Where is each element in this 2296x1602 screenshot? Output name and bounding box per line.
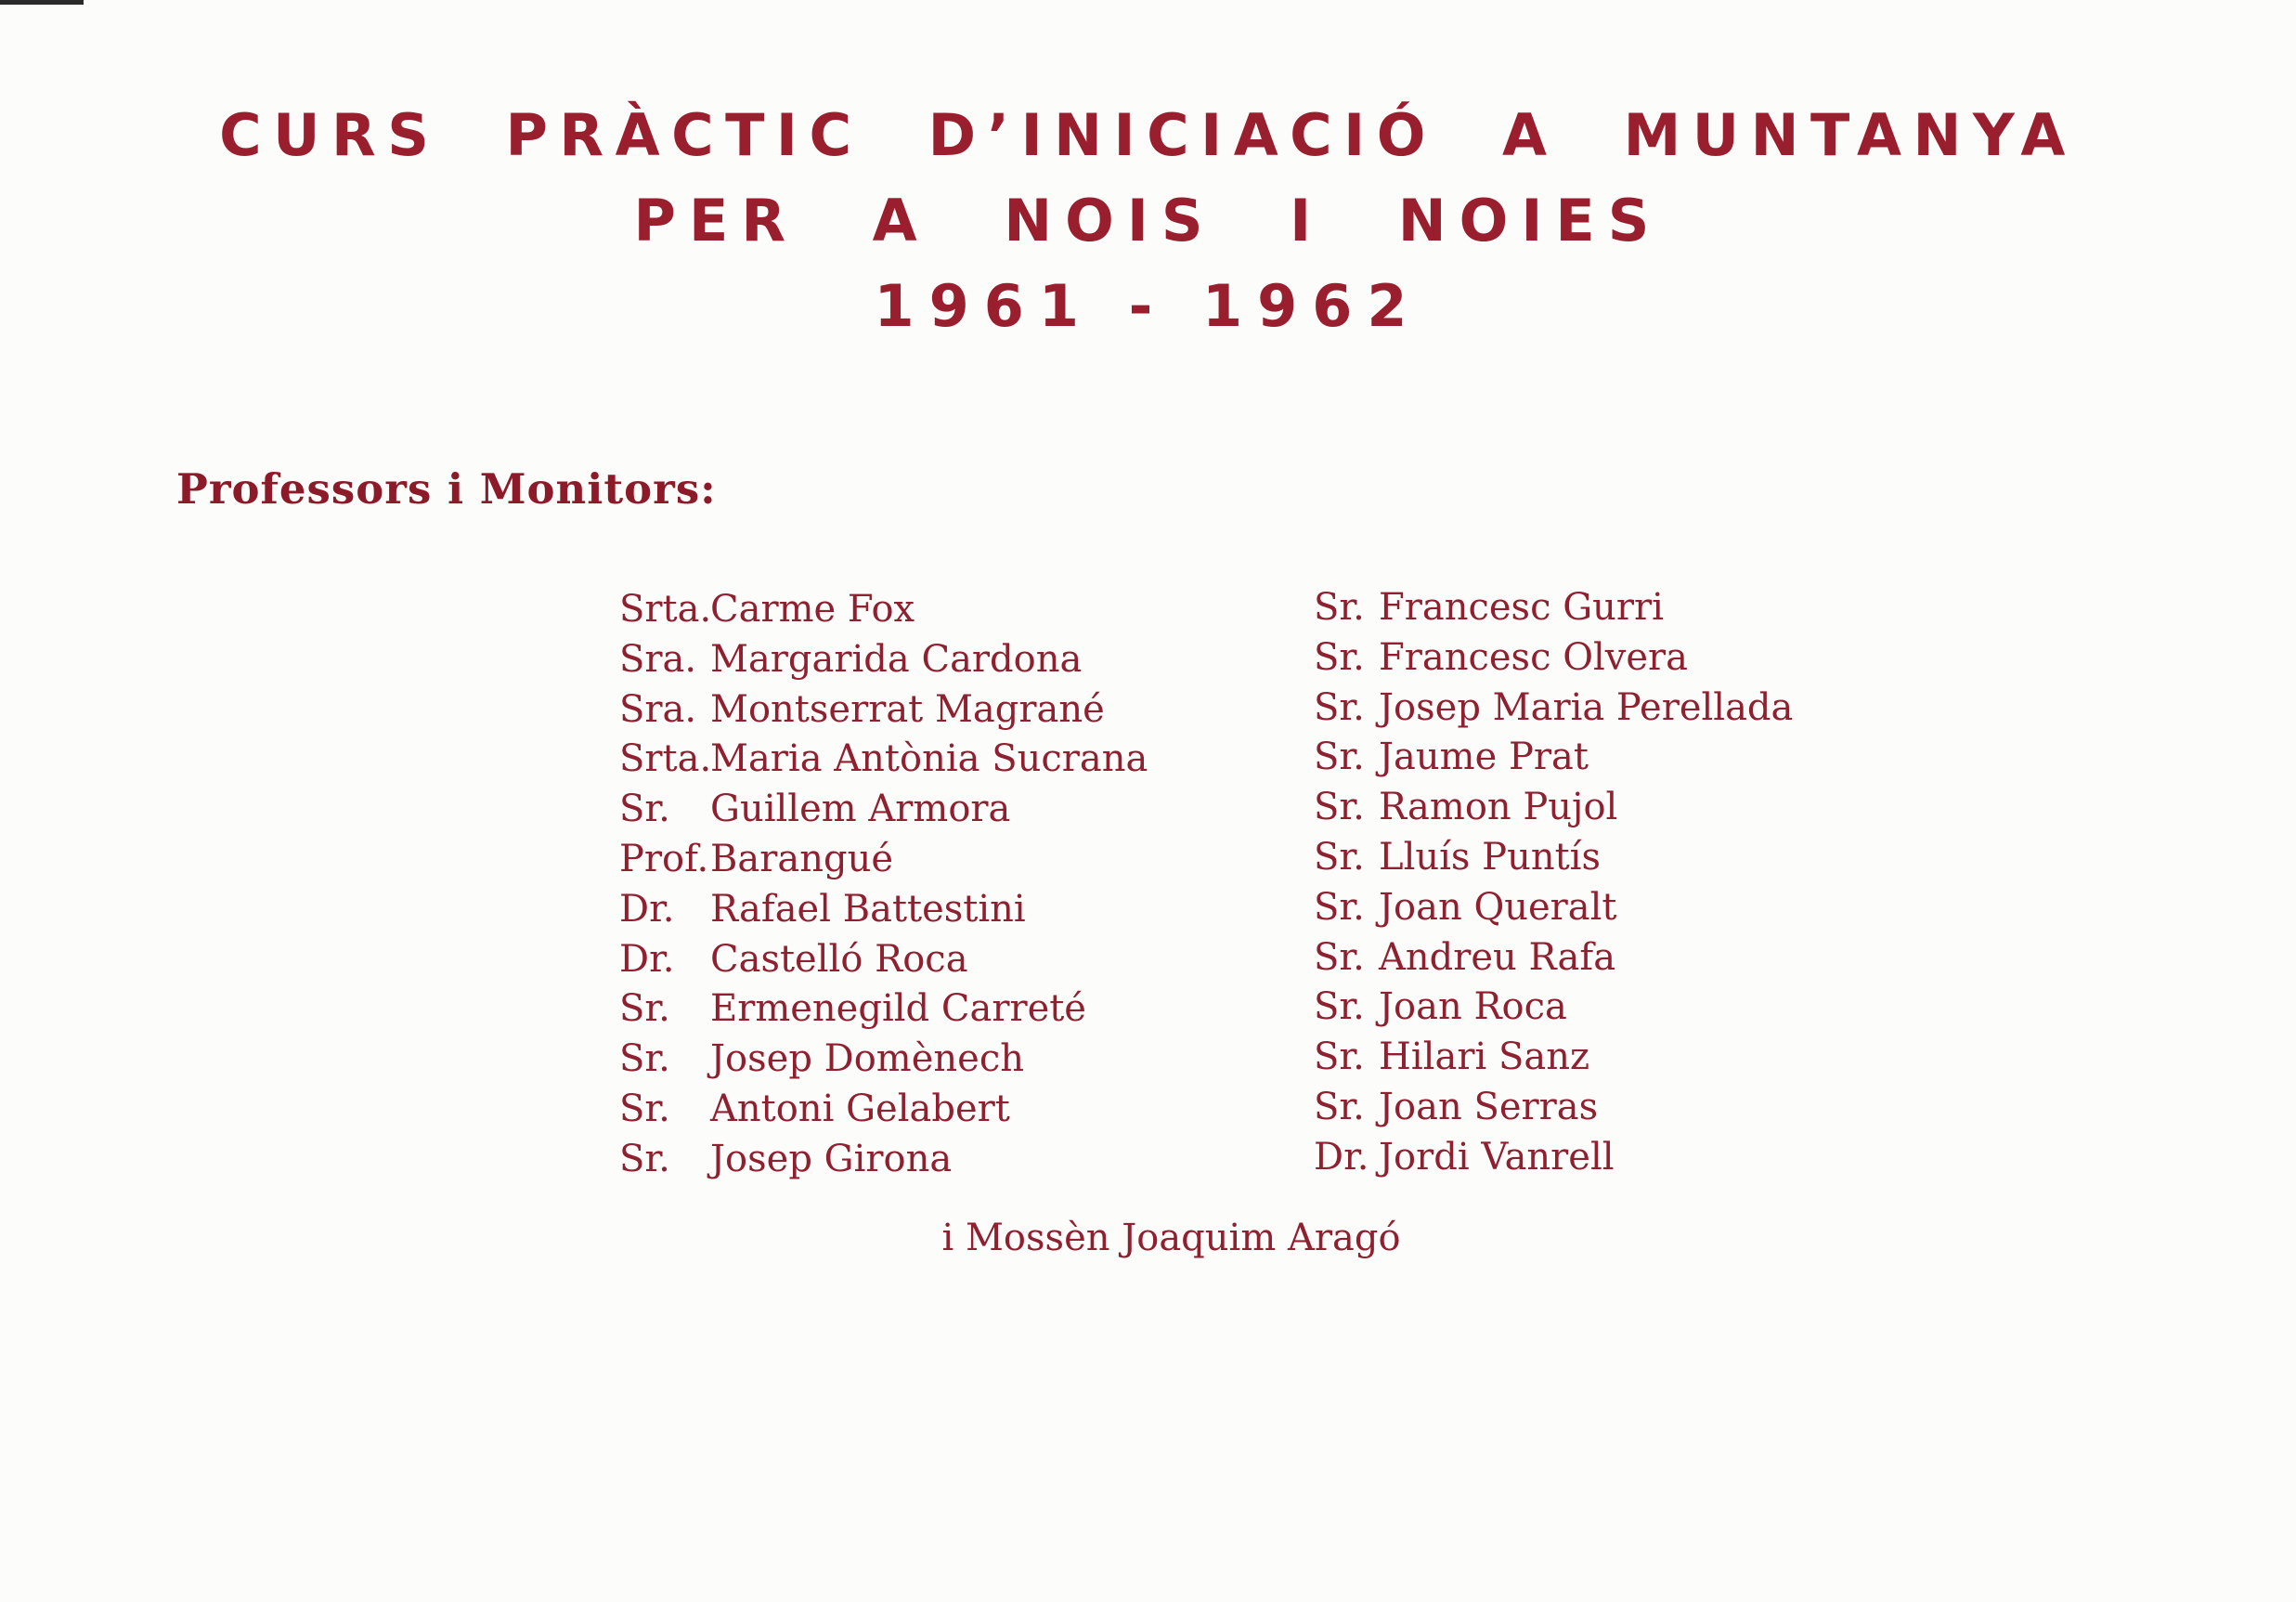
person-name: Rafael Battestini bbox=[710, 887, 1026, 931]
person-name: Guillem Armora bbox=[710, 788, 1011, 831]
list-item bbox=[619, 785, 1148, 835]
list-item bbox=[1314, 933, 1793, 983]
person-name: Francesc Gurri bbox=[1379, 586, 1664, 629]
honorific: Sr. bbox=[619, 1137, 670, 1180]
list-item bbox=[1314, 983, 1793, 1033]
person-name: Lluís Puntís bbox=[1379, 835, 1601, 879]
person-name: Joan Queralt bbox=[1379, 885, 1617, 929]
person-name: Antoni Gelabert bbox=[710, 1087, 1010, 1130]
honorific: Sr. bbox=[1314, 885, 1365, 929]
person-name: Margarida Cardona bbox=[710, 637, 1083, 681]
person-name: Hilari Sanz bbox=[1379, 1035, 1590, 1079]
honorific: Sr. bbox=[1314, 835, 1365, 879]
list-item bbox=[619, 735, 1148, 785]
honorific: Sra. bbox=[619, 637, 697, 681]
list-item bbox=[619, 1035, 1148, 1085]
list-item bbox=[619, 685, 1148, 736]
list-item bbox=[1314, 783, 1793, 833]
person-name: Josep Girona bbox=[710, 1137, 953, 1180]
list-item bbox=[619, 885, 1148, 935]
list-item bbox=[619, 984, 1148, 1035]
staff-list-right bbox=[1314, 583, 1793, 1183]
list-item bbox=[619, 1135, 1148, 1185]
person-name: Montserrat Magrané bbox=[710, 687, 1105, 731]
list-item bbox=[1314, 883, 1793, 933]
list-item bbox=[1314, 1033, 1793, 1083]
honorific: Sr. bbox=[619, 1087, 670, 1130]
person-name: Andreu Rafa bbox=[1379, 935, 1616, 979]
honorific: Sr. bbox=[1314, 736, 1365, 779]
honorific: Sr. bbox=[1314, 935, 1365, 979]
document-title bbox=[0, 93, 2296, 349]
person-name: Jaume Prat bbox=[1379, 736, 1589, 779]
honorific: Dr. bbox=[619, 937, 675, 981]
person-name: Jordi Vanrell bbox=[1379, 1135, 1615, 1179]
person-name: Ermenegild Carreté bbox=[710, 987, 1086, 1031]
person-name: Josep Domènech bbox=[710, 1037, 1024, 1081]
title-line-2: PER A NOIS I NOIES bbox=[633, 187, 1663, 254]
list-item bbox=[619, 1085, 1148, 1135]
honorific: Dr. bbox=[1314, 1135, 1369, 1179]
list-item bbox=[1314, 1133, 1793, 1183]
list-item bbox=[619, 635, 1148, 685]
list-item bbox=[619, 585, 1148, 635]
honorific: Sr. bbox=[1314, 786, 1365, 829]
honorific: Sr. bbox=[619, 788, 670, 831]
person-name: Josep Maria Perellada bbox=[1379, 685, 1794, 729]
honorific: Srta. bbox=[619, 737, 712, 781]
person-name: Joan Serras bbox=[1379, 1085, 1599, 1128]
list-item bbox=[1314, 633, 1793, 684]
honorific: Sr. bbox=[1314, 1085, 1365, 1128]
list-item bbox=[1314, 583, 1793, 633]
person-name: Castelló Roca bbox=[710, 937, 968, 981]
honorific: Sr. bbox=[1314, 586, 1365, 629]
person-name: Ramon Pujol bbox=[1379, 786, 1618, 829]
footer-note: i Mossèn Joaquim Aragó bbox=[941, 1217, 1401, 1259]
honorific: Sr. bbox=[1314, 635, 1365, 679]
person-name: Carme Fox bbox=[710, 588, 915, 631]
person-name: Francesc Olvera bbox=[1379, 635, 1689, 679]
title-line-1: CURS PRÀCTIC D’INICIACIÓ A MUNTANYA bbox=[219, 101, 2077, 169]
honorific: Sr. bbox=[1314, 985, 1365, 1029]
honorific: Dr. bbox=[619, 887, 675, 931]
person-name: Barangué bbox=[710, 837, 894, 880]
list-item bbox=[1314, 833, 1793, 883]
person-name: Maria Antònia Sucrana bbox=[710, 737, 1148, 781]
honorific: Sr. bbox=[1314, 1035, 1365, 1079]
list-item bbox=[1314, 733, 1793, 783]
honorific: Prof. bbox=[619, 837, 709, 880]
list-item bbox=[619, 935, 1148, 985]
honorific: Sr. bbox=[1314, 685, 1365, 729]
section-heading: Professors i Monitors: bbox=[176, 464, 717, 514]
staff-list-left bbox=[619, 585, 1148, 1185]
title-line-years: 1961 - 1962 bbox=[874, 272, 1422, 340]
list-item bbox=[1314, 1083, 1793, 1133]
person-name: Joan Roca bbox=[1379, 985, 1567, 1029]
scan-edge-mark bbox=[0, 0, 84, 5]
list-item bbox=[619, 835, 1148, 885]
honorific: Sra. bbox=[619, 687, 697, 731]
honorific: Srta. bbox=[619, 588, 712, 631]
list-item bbox=[1314, 684, 1793, 734]
honorific: Sr. bbox=[619, 987, 670, 1031]
honorific: Sr. bbox=[619, 1037, 670, 1081]
